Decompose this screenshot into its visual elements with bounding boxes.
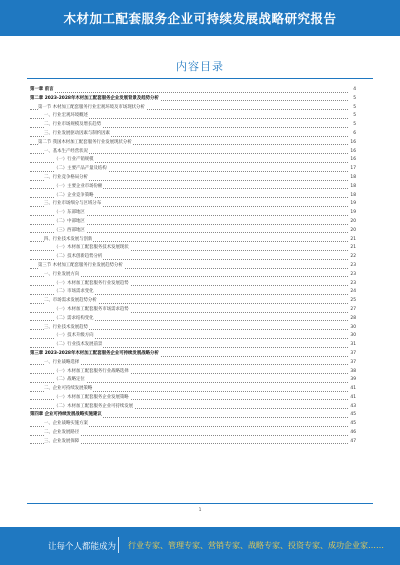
toc-entry-page: 20 (349, 218, 356, 227)
toc-entry-page: 31 (349, 341, 356, 350)
toc-entry-page: 30 (349, 324, 356, 333)
toc-entry[interactable] (30, 341, 356, 350)
toc-entry-page: 23 (349, 271, 356, 280)
toc-entry-page: 39 (349, 376, 356, 385)
toc-entry-label: 第三节 木材加工配套服务行业发展趋势分析 (38, 262, 124, 271)
toc-entry-page: 23 (349, 262, 356, 271)
toc-entry-label: （一）东部地区 (54, 209, 86, 218)
toc-entry[interactable] (30, 174, 356, 183)
toc-entry[interactable] (30, 95, 356, 104)
toc-entry-page: 21 (349, 244, 356, 253)
toc-entry-page: 5 (352, 121, 356, 130)
toc-entry-page: 25 (349, 297, 356, 306)
toc-entry-page: 19 (349, 200, 356, 209)
toc-leader-dots (30, 92, 348, 93)
toc-entry-page: 37 (349, 359, 356, 368)
toc-entry-page: 5 (352, 95, 356, 104)
toc-entry[interactable] (30, 315, 356, 324)
toc-entry-label: 一、行业战略选择 (44, 359, 80, 368)
toc-entry[interactable] (30, 429, 356, 438)
toc-entry[interactable] (30, 332, 356, 341)
toc-entry[interactable] (30, 130, 356, 139)
toc-entry[interactable] (30, 244, 356, 253)
toc-entry-label: 第三章 2023-2028年木材加工配套服务企业可持续发展战略分析 (30, 350, 160, 359)
footer-tagline: 行业专家、管理专家、营销专家、战略专家、投资专家、成功企业家…… (128, 541, 384, 550)
toc-entry-label: 一、基本生产经营状况 (44, 148, 89, 157)
toc-entry-page: 5 (352, 112, 356, 121)
toc-entry-page: 28 (349, 315, 356, 324)
toc-entry-label: 二、行业市场规模及增长趋势 (44, 121, 102, 130)
toc-entry-page: 18 (349, 183, 356, 192)
toc-entry-page: 47 (349, 438, 356, 447)
report-header-bar (0, 0, 400, 36)
toc-entry-label: 四、行业技术发展与创新 (44, 236, 93, 245)
toc-entry[interactable] (30, 385, 356, 394)
toc-entry[interactable] (30, 411, 356, 420)
toc-entry-page: 43 (349, 403, 356, 412)
toc-entry-label: 三、行业发展驱动因素与制约因素 (44, 130, 111, 139)
toc-entry-page: 46 (349, 429, 356, 438)
bottom-divider (27, 503, 373, 504)
toc-heading: 内容目录 (176, 60, 224, 73)
toc-entry[interactable] (30, 271, 356, 280)
toc-entry[interactable] (30, 121, 356, 130)
toc-entry-page: 5 (352, 104, 356, 113)
toc-entry-label: 二、行业竞争格局分析 (44, 174, 89, 183)
toc-entry-label: 三、企业发展保障 (44, 438, 80, 447)
toc-entry[interactable] (30, 297, 356, 306)
toc-entry[interactable] (30, 420, 356, 429)
toc-entry[interactable] (30, 324, 356, 333)
toc-entry-page: 45 (349, 411, 356, 420)
toc-entry[interactable] (30, 183, 356, 192)
toc-entry[interactable] (30, 227, 356, 236)
toc-entry-page: 24 (349, 288, 356, 297)
toc-entry-label: （二）战略定位 (54, 376, 86, 385)
toc-entry-label: 一、行业宏观环境概述 (44, 112, 89, 121)
toc-entry-page: 38 (349, 368, 356, 377)
toc-entry[interactable] (30, 112, 356, 121)
toc-entry[interactable] (30, 403, 356, 412)
toc-entry[interactable] (30, 200, 356, 209)
toc-entry[interactable] (30, 209, 356, 218)
toc-entry-page: 27 (349, 306, 356, 315)
toc-entry[interactable] (30, 156, 356, 165)
toc-entry[interactable] (30, 262, 356, 271)
toc-entry-page: 41 (349, 385, 356, 394)
toc-entry-label: 第二章 2023-2028年木材加工配套服务企业发展背景及趋势分析 (30, 95, 160, 104)
toc-entry[interactable] (30, 350, 356, 359)
toc-entry[interactable] (30, 218, 356, 227)
toc-entry-label: （一）木材加工配套服务行业战略选择 (54, 368, 130, 377)
toc-entry-label: 一、行业发展方向 (44, 271, 80, 280)
toc-entry-label: 第一节 木材加工配套服务行业宏观环境及市场现状分析 (38, 104, 146, 113)
toc-entry[interactable] (30, 148, 356, 157)
toc-entry-label: 二、企业可持续发展策略 (44, 385, 93, 394)
toc-entry-label: （一）主要企业市场份额 (54, 183, 103, 192)
toc-entry-label: （一）技术升级方向 (54, 332, 95, 341)
toc-entry[interactable] (30, 253, 356, 262)
footer-bar (0, 527, 400, 565)
toc-entry[interactable] (30, 438, 356, 447)
toc-entry-page: 21 (349, 236, 356, 245)
toc-entry-label: （一）木材加工配套服务市场需求趋势 (54, 306, 130, 315)
toc-entry[interactable] (30, 368, 356, 377)
toc-entry-page: 18 (349, 192, 356, 201)
toc-entry[interactable] (30, 236, 356, 245)
toc-entry-page: 20 (349, 227, 356, 236)
toc-entry-page: 22 (349, 253, 356, 262)
toc-entry-label: 二、企业发展路径 (44, 429, 80, 438)
toc-entry-label: （二）行业技术发展前景 (54, 341, 103, 350)
toc-entry-page: 4 (352, 86, 356, 95)
toc-entry[interactable] (30, 306, 356, 315)
report-title: 木材加工配套服务企业可持续发展战略研究报告 (63, 11, 337, 26)
toc-entry-page: 19 (349, 209, 356, 218)
toc-entry-label: 第一章 前言 (30, 86, 54, 95)
toc-entry[interactable] (30, 394, 356, 403)
toc-entry-label: 二、市场需求发展趋势分析 (44, 297, 98, 306)
footer-separator (118, 537, 119, 553)
toc-entry[interactable] (30, 165, 356, 174)
toc-entry[interactable] (30, 86, 356, 95)
toc-entry-label: （二）技术创新趋势分析 (54, 253, 103, 262)
toc-entry-label: （二）企业竞争策略 (54, 192, 95, 201)
toc-entry-label: （一）木材加工配套服务技术发展现状 (54, 244, 130, 253)
toc-entry-page: 16 (349, 139, 356, 148)
toc-entry[interactable] (30, 104, 356, 113)
toc-entry-label: （二）主要产品产量及结构 (54, 165, 108, 174)
toc-entry-label: 第二节 我国木材加工配套服务行业发展现状分析 (38, 139, 133, 148)
toc-entry-page: 16 (349, 148, 356, 157)
toc-entry-label: 三、行业技术发展趋势 (44, 324, 89, 333)
toc-entry[interactable] (30, 288, 356, 297)
toc-entry-page: 6 (352, 130, 356, 139)
toc-entry-label: 一、企业战略实施方案 (44, 420, 89, 429)
toc-entry-label: 第四章 企业可持续发展战略实施建议 (30, 411, 103, 420)
toc-heading-divider (27, 78, 373, 79)
toc-entry-page: 37 (349, 350, 356, 359)
table-of-contents (30, 86, 356, 447)
toc-entry[interactable] (30, 139, 356, 148)
toc-entry-label: （二）中部地区 (54, 218, 86, 227)
toc-entry[interactable] (30, 359, 356, 368)
toc-entry-page: 30 (349, 332, 356, 341)
toc-entry-page: 41 (349, 394, 356, 403)
toc-entry-label: （二）市场需求变化 (54, 288, 95, 297)
toc-entry[interactable] (30, 280, 356, 289)
toc-entry[interactable] (30, 376, 356, 385)
toc-entry-page: 23 (349, 280, 356, 289)
toc-entry-label: （三）西部地区 (54, 227, 86, 236)
footer-slogan: 让每个人都能成为 (48, 542, 117, 552)
toc-entry-label: （一）行业产销规模 (54, 156, 95, 165)
toc-entry-label: （一）木材加工配套服务行业发展趋势 (54, 280, 130, 289)
toc-entry-page: 45 (349, 420, 356, 429)
toc-entry-label: （一）木材加工配套服务企业发展策略 (54, 394, 130, 403)
toc-entry-label: 三、行业市场细分与区域分布 (44, 200, 102, 209)
toc-entry-label: （二）需求结构变化 (54, 315, 95, 324)
toc-entry-page: 18 (349, 174, 356, 183)
toc-entry-page: 17 (349, 165, 356, 174)
toc-entry-label: （二）木材加工配套服务企业可持续发展 (54, 403, 134, 412)
toc-entry-page: 16 (349, 156, 356, 165)
page-number: 1 (198, 508, 202, 513)
toc-entry[interactable] (30, 192, 356, 201)
